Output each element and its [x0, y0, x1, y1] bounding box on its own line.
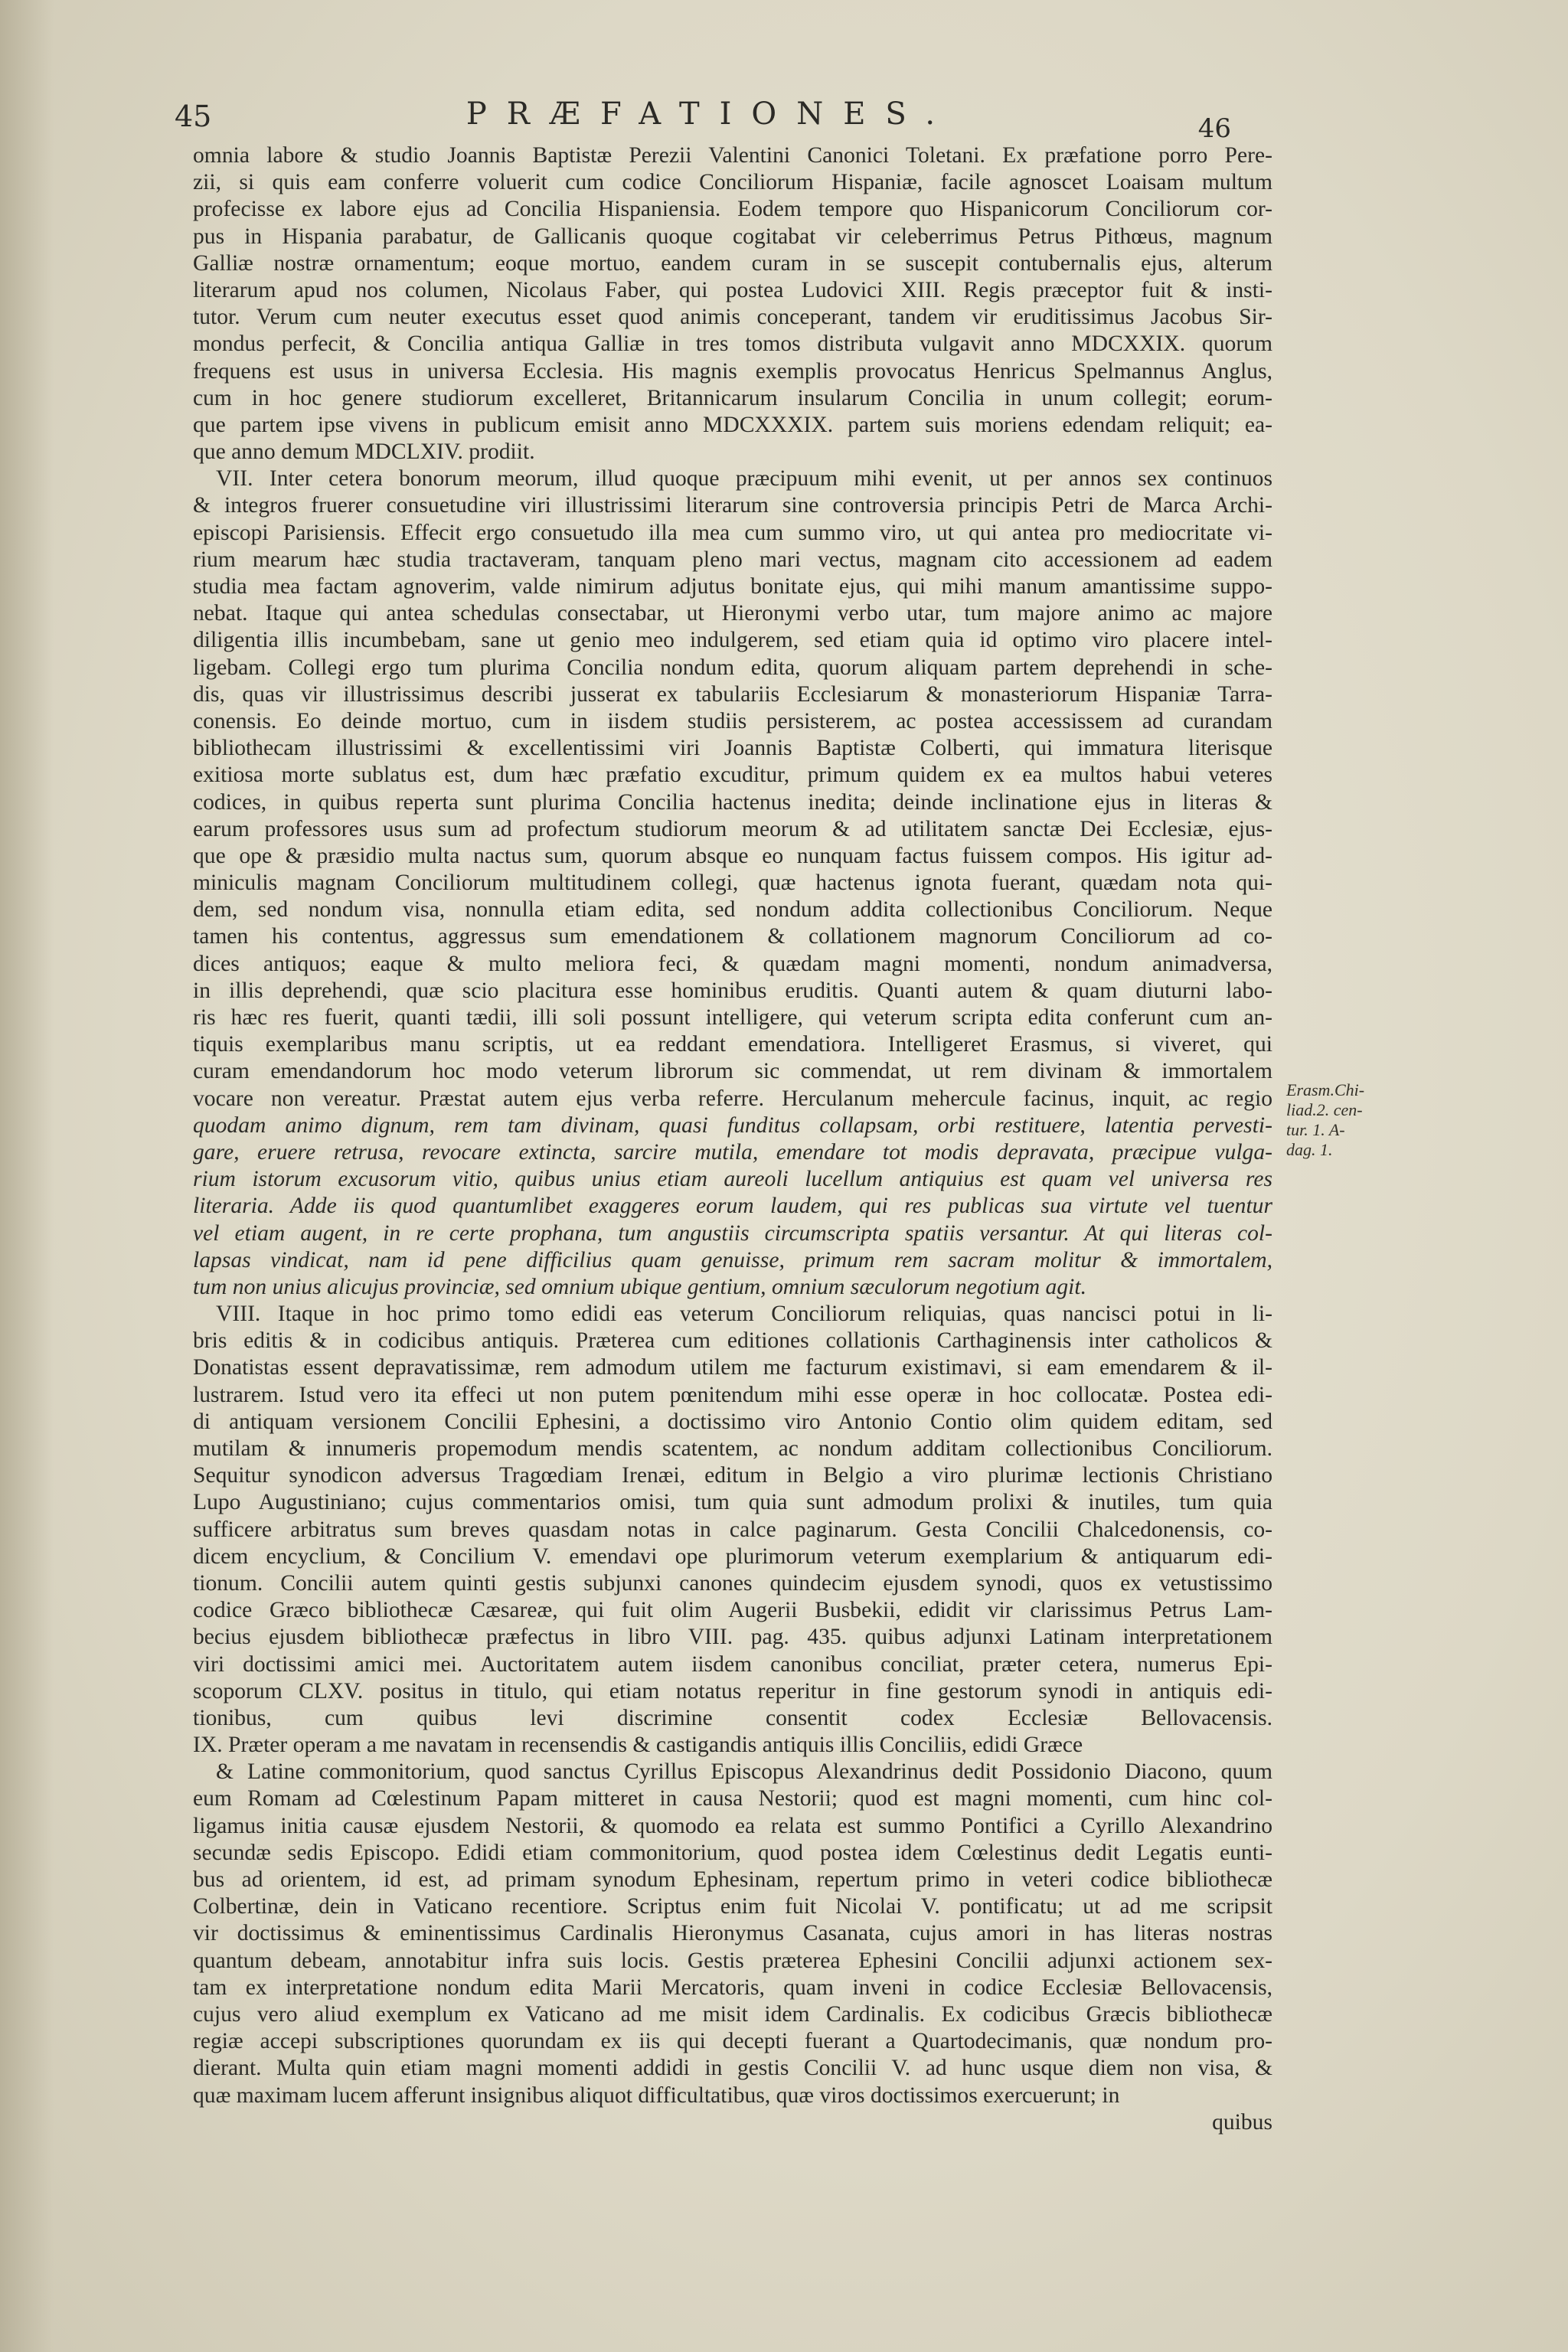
text-line: episcopi Parisiensis. Effecit ergo consuetudo illa mea cum summo viro, ut qui antea pro mediocritate vi-	[193, 520, 1272, 545]
text-line: tum non unius alicujus provinciæ, sed omnium ubique gentium, omnium sæculorum negotium agit.	[193, 1274, 1086, 1299]
text-line: codices, in quibus reperta sunt plurima Concilia hactenus inedita; deinde inclinatione ejus in literas &	[193, 789, 1272, 815]
text-line: dierant. Multa quin etiam magni momenti addidi in gestis Concilii V. ad hunc usque diem non visa, &	[193, 2056, 1272, 2081]
text-line: ligamus initia causæ ejusdem Nestorii, & quomodo ea relata est summo Pontifici a Cyrillo Alexandrino	[193, 1813, 1272, 1838]
text-line: bris editis & in codicibus antiquis. Præterea cum editiones collationis Carthaginensis inter catholicos &	[193, 1328, 1272, 1354]
text-line: IX. Præter operam a me navatam in recensendis & castigandis antiquis illis Conciliis, edidi Græce	[193, 1733, 1083, 1758]
text-line: exitiosa morte sublatus est, dum hæc præfatio excuditur, primum quidem ex ea multos habui veteres	[193, 763, 1272, 788]
text-line: in illis deprehendi, quæ scio placitura esse hominibus eruditis. Quanti autem & quam diuturni labo-	[193, 978, 1272, 1003]
text-line: quæ maximam lucem afferunt insignibus aliquot difficultatibus, quæ viros doctissimos exercuerunt; in	[193, 2082, 1120, 2108]
text-line: que partem ipse vivens in publicum emisit anno MDCXXXIX. partem suis moriens edendam reliquit; ea-	[193, 412, 1272, 437]
text-line: tutor. Verum cum neuter executus esset quod animis conceperant, tandem vir eruditissimus Jacobus Sir-	[193, 305, 1272, 330]
margin-note-line: dag. 1.	[1286, 1140, 1333, 1159]
text-line: quibus	[1212, 2109, 1272, 2135]
text-line: tiquis exemplaribus manu scriptis, ut ea reddant emendatiora. Intelligeret Erasmus, si viveret, qui	[193, 1032, 1272, 1057]
text-line: & Latine commonitorium, quod sanctus Cyrillus Episcopus Alexandrinus dedit Possidonio Diacono, quum	[216, 1759, 1272, 1785]
text-line: becius ejusdem bibliothecæ præfectus in libro VIII. pag. 435. quibus adjunxi Latinam interpretationem	[193, 1625, 1272, 1650]
text-line: que ope & præsidio multa nactus sum, quorum absque eo nunquam factus fuissem compos. His igitur ad-	[193, 843, 1272, 868]
text-line: sufficere arbitratus sum breves quasdam notas in calce paginarum. Gesta Concilii Chalcedonensis, co-	[193, 1517, 1272, 1542]
page-header	[175, 92, 1231, 144]
text-line: que anno demum MDCLXIV. prodiit.	[193, 439, 535, 465]
text-line: tam ex interpretatione nondum edita Marii Mercatoris, quam inveni in codice Ecclesiæ Bellovacensis,	[193, 1975, 1272, 2000]
text-line: mondus perfecit, & Concilia antiqua Galliæ in tres tomos distributa vulgavit anno MDCXXIX. quorum	[193, 332, 1272, 357]
text-line: tamen his contentus, aggressus sum emendationem & collationem magnorum Conciliorum ad co-	[193, 924, 1272, 949]
text-line: quantum debeam, annotabitur infra suis locis. Gestis præterea Ephesini Concilii adjunxi actionem sex-	[193, 1948, 1272, 1973]
text-line: VII. Inter cetera bonorum meorum, illud quoque præcipuum mihi evenit, ut per annos sex continuos	[216, 466, 1272, 492]
margin-note-line: liad.2. cen-	[1286, 1100, 1363, 1119]
text-line: rium mearum hæc studia tractaveram, tanquam pleno mari vectus, magnam cito accessionem ad eadem	[193, 547, 1272, 572]
text-line: dem, sed nondum visa, nonnulla etiam edita, sed nondum addita collectionibus Conciliorum. Neque	[193, 897, 1272, 923]
text-line: conensis. Eo deinde mortuo, cum in iisdem studiis persisterem, ac postea accessissem ad curandam	[193, 708, 1272, 733]
text-line: dices antiquos; eaque & multo meliora feci, & quædam magni momenti, nondum animadversa,	[193, 951, 1272, 976]
text-line: pus in Hispania parabatur, de Gallicanis quoque cogitabat vir celeberrimus Petrus Pithœus, magnum	[193, 224, 1272, 249]
margin-note	[1286, 1080, 1378, 1160]
text-line: zii, si quis eam conferre voluerit cum codice Conciliorum Hispaniæ, facile agnoscet Loaisam multum	[193, 170, 1272, 195]
text-line: eum Romam ad Cœlestinum Papam mitteret in causa Nestorii; quod est magni momenti, cum hinc col-	[193, 1786, 1272, 1811]
text-line: ligebam. Collegi ergo tum plurima Concilia nondum edita, quorum aliquam partem deprehendi in sche-	[193, 655, 1272, 680]
text-line: regiæ accepi subscriptiones quorundam ex iis qui decepti fuerant a Quartodecimanis, quæ nondum pro-	[193, 2029, 1272, 2054]
margin-note-line: tur. 1. A-	[1286, 1120, 1345, 1139]
text-line: vir doctissimus & eminentissimus Cardinalis Hieronymus Casanata, cujus amori in has literas nostras	[193, 1921, 1272, 1946]
page-number-right: 46	[1197, 113, 1231, 144]
text-line: lapsas vindicat, nam id pene difficilius quam genuisse, primum rem sacram molitur & immortalem,	[193, 1247, 1272, 1272]
text-line: omnia labore & studio Joannis Baptistæ Perezii Valentini Canonici Toletani. Ex præfatione porro Pere-	[193, 143, 1272, 168]
text-line: vocare non vereatur. Præstat autem ejus verba referre. Herculanum mehercule facinus, inquit, ac regio	[193, 1086, 1272, 1111]
running-title: PRÆFATIONES.	[466, 96, 956, 132]
page-number-left: 45	[175, 100, 212, 133]
text-line: quodam animo dignum, rem tam divinam, quasi funditus collapsam, orbi restituere, latentia pervesti-	[193, 1112, 1272, 1138]
text-line: gare, eruere retrusa, revocare extincta, sarcire mutila, emendare tot modis depravata, præcipue vulga-	[193, 1139, 1272, 1165]
text-line: Colbertinæ, dein in Vaticano recentiore. Scriptus enim fuit Nicolai V. pontificatu; ut ad me scripsit	[193, 1894, 1272, 1919]
text-line: dicem encyclium, & Concilium V. emendavi ope plurimorum veterum exemplarium & antiquarum edi-	[193, 1544, 1272, 1569]
text-line: bus ad orientem, id est, ad primam synodum Ephesinam, repertum primo in veteri codice bibliothecæ	[193, 1867, 1272, 1892]
text-line: lustrarem. Istud vero ita effeci ut non putem pœnitendum mihi esse operæ in hoc collocatæ. Postea edi-	[193, 1382, 1272, 1407]
text-line: diligentia illis incumbebam, sane ut genio meo indulgerem, sed etiam quia id optimo viro placere intel-	[193, 628, 1272, 653]
text-line: bibliothecam illustrissimi & excellentissimi viri Joannis Baptistæ Colberti, qui immatura literisque	[193, 736, 1272, 761]
text-line: studia mea factam agnoverim, valde nimirum adjutus bonitate ejus, qui mihi manum amantissime suppo-	[193, 574, 1272, 599]
text-line: nebat. Itaque qui antea schedulas consectabar, ut Hieronymi verbo utar, tum majore animo ac majore	[193, 601, 1272, 626]
text-line: dis, quas vir illustrissimus describi jusserat ex tabulariis Ecclesiarum & monasteriorum Hispaniæ Tarra-	[193, 681, 1272, 707]
text-line: vel etiam augent, in re certe prophana, tum angustiis circumscripta spatiis versantur. At qui literas col-	[193, 1220, 1272, 1246]
text-line: Galliæ nostræ ornamentum; eoque mortuo, eandem curam in se suscepit contubernalis ejus, alterum	[193, 250, 1272, 276]
text-line: codice Græco bibliothecæ Cæsareæ, qui fuit olim Augerii Busbekii, edidit vir clarissimus Petrus Lam-	[193, 1598, 1272, 1623]
text-line: viri doctissimi amici mei. Auctoritatem autem iisdem canonibus conciliat, præter cetera, numerus Epi-	[193, 1651, 1272, 1677]
text-line: mutilam & innumeris propemodum mendis scatentem, ac nondum additam collectionibus Conciliorum.	[193, 1436, 1272, 1461]
text-line: earum professores usus sum ad profectum studiorum meorum & ad utilitatem sanctæ Dei Ecclesiæ, ejus-	[193, 816, 1272, 841]
text-line: literarum apud nos columen, Nicolaus Faber, qui postea Ludovici XIII. Regis præceptor fuit & insti-	[193, 277, 1272, 302]
body-text	[193, 142, 1272, 2136]
margin-note-line: Erasm.Chi-	[1286, 1080, 1365, 1099]
text-line: miniculis magnam Conciliorum multitudinem collegi, quæ hactenus ignota fuerant, quædam nota qui-	[193, 871, 1272, 896]
text-line: di antiquam versionem Concilii Ephesini, a doctissimo viro Antonio Contio olim quidem editam, sed	[193, 1409, 1272, 1434]
text-line: frequens est usus in universa Ecclesia. His magnis exemplis provocatus Henricus Spelmannus Anglus,	[193, 358, 1272, 384]
text-line: & integros fruerer consuetudine viri illustrissimi literarum sine controversia principis Petri de Marca Archi-	[193, 493, 1272, 518]
text-line: profecisse ex labore ejus ad Concilia Hispaniensia. Eodem tempore quo Hispanicorum Conciliorum cor-	[193, 197, 1272, 222]
text-line: VIII. Itaque in hoc primo tomo edidi eas veterum Conciliorum reliquias, quas nancisci potui in li-	[216, 1302, 1272, 1327]
text-line: Donatistas essent depravatissimæ, rem admodum utilem me facturum existimavi, si eam emendarem & il-	[193, 1355, 1272, 1380]
text-line: tionum. Concilii autem quinti gestis subjunxi canones quindecim ejusdem synodi, quos ex vetustissimo	[193, 1570, 1272, 1596]
text-line: Lupo Augustiniano; cujus commentarios omisi, tum quia sunt admodum prolixi & inutiles, tum quia	[193, 1490, 1272, 1515]
text-line: tionibus, cum quibus levi discrimine consentit codex Ecclesiæ Bellovacensis.	[193, 1705, 1272, 1730]
gutter-shadow	[0, 0, 54, 2352]
text-line: rium istorum excusorum vitio, quibus unius etiam aureoli lucellum antiquius est quam vel universa res	[193, 1167, 1272, 1192]
text-line: curam emendandorum hoc modo veterum librorum sic commendat, ut rem divinam & immortalem	[193, 1059, 1272, 1084]
text-line: ris hæc res fuerit, quanti tædii, illi soli possunt intelligere, qui veterum scripta edita conferunt cum an-	[193, 1005, 1272, 1030]
text-line: scoporum CLXV. positus in titulo, qui etiam notatus reperitur in fine gestorum synodi in antiquis edi-	[193, 1678, 1272, 1704]
text-line: cum in hoc genere studiorum excelleret, Britannicarum insularum Concilia in unum collegit; eorum-	[193, 385, 1272, 410]
text-line: Sequitur synodicon adversus Tragœdiam Irenæi, editum in Belgio a viro plurimæ lectionis Christiano	[193, 1463, 1272, 1488]
text-line: cujus vero aliud exemplum ex Vaticano ad me misit idem Cardinalis. Ex codicibus Græcis bibliothecæ	[193, 2001, 1272, 2027]
text-line: secundæ sedis Episcopo. Edidi etiam commonitorium, quod postea idem Cœlestinus dedit Legatis eunti-	[193, 1840, 1272, 1865]
text-line: literaria. Adde iis quod quantumlibet exaggeres eorum laudem, qui res publicas sua virtute vel tuentur	[193, 1194, 1272, 1219]
